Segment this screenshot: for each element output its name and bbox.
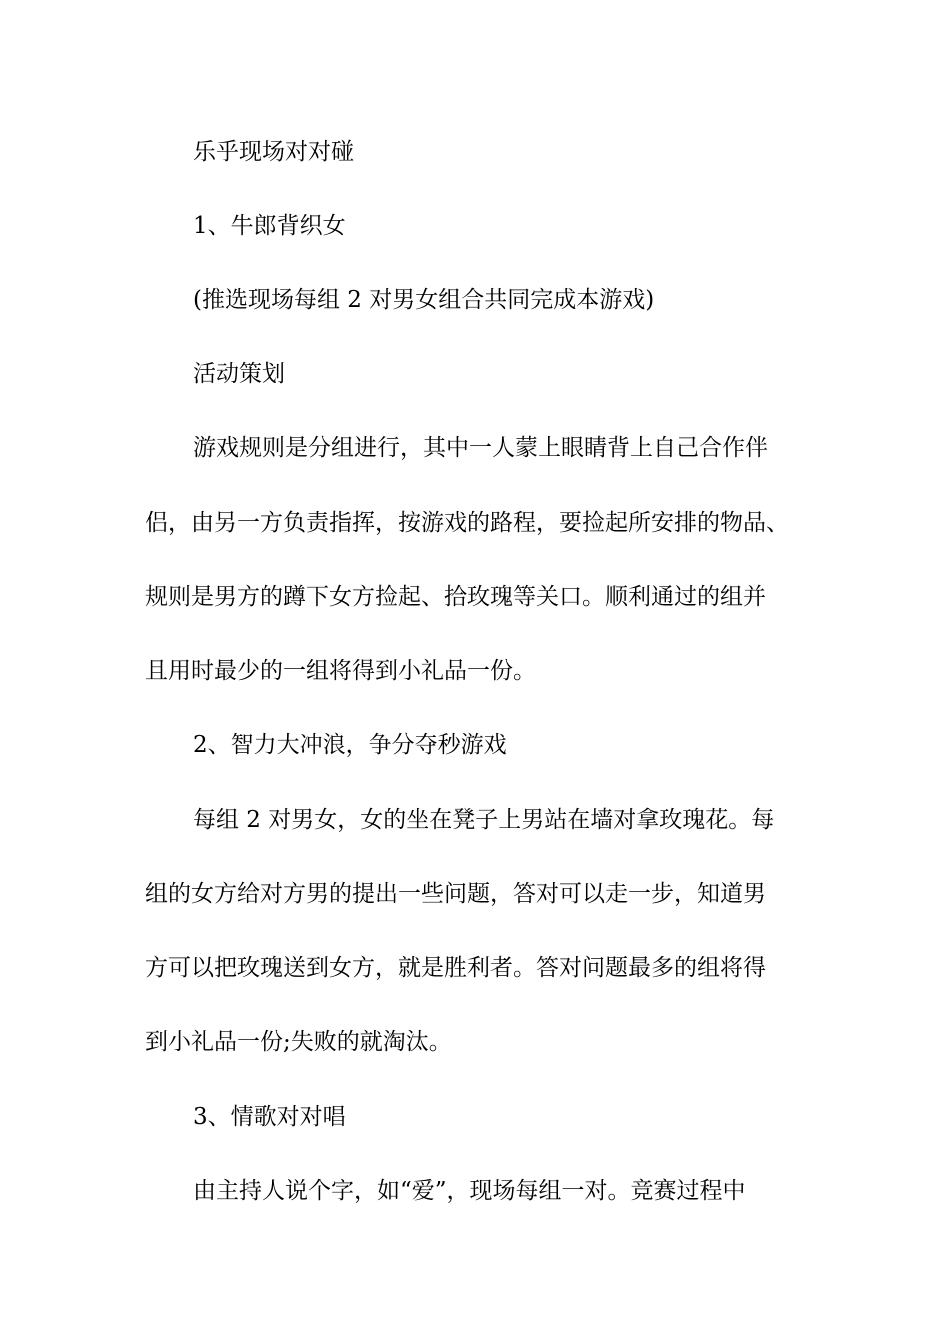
paragraph-line: 组的女方给对方男的提出一些问题，答对可以走一步，知道男 bbox=[145, 881, 766, 907]
paragraph-line: 每组 2 对男女，女的坐在凳子上男站在墙对拿玫瑰花。每 bbox=[193, 807, 775, 833]
paragraph-line: 由主持人说个字，如“爱”，现场每组一对。竞赛过程中 bbox=[193, 1178, 746, 1204]
paragraph-line: 方可以把玫瑰送到女方，就是胜利者。答对问题最多的组将得 bbox=[145, 955, 766, 981]
item-heading-3: 3、情歌对对唱 bbox=[193, 1104, 346, 1130]
paragraph-line: (推选现场每组 2 对男女组合共同完成本游戏) bbox=[193, 287, 655, 313]
paragraph-line: 侣，由另一方负责指挥，按游戏的路程，要捡起所安排的物品、 bbox=[145, 510, 789, 536]
paragraph-line: 规则是男方的蹲下女方捡起、拾玫瑰等关口。顺利通过的组并 bbox=[145, 584, 766, 610]
section-title: 乐乎现场对对碰 bbox=[193, 139, 354, 165]
paragraph-line: 到小礼品一份;失败的就淘汰。 bbox=[145, 1029, 452, 1055]
paragraph-line: 游戏规则是分组进行，其中一人蒙上眼睛背上自己合作伴 bbox=[193, 435, 768, 461]
item-heading-1: 1、牛郎背织女 bbox=[193, 213, 346, 239]
paragraph-line: 且用时最少的一组将得到小礼品一份。 bbox=[145, 658, 536, 684]
item-heading-2: 2、智力大冲浪，争分夺秒游戏 bbox=[193, 732, 507, 758]
subheading: 活动策划 bbox=[193, 361, 285, 387]
